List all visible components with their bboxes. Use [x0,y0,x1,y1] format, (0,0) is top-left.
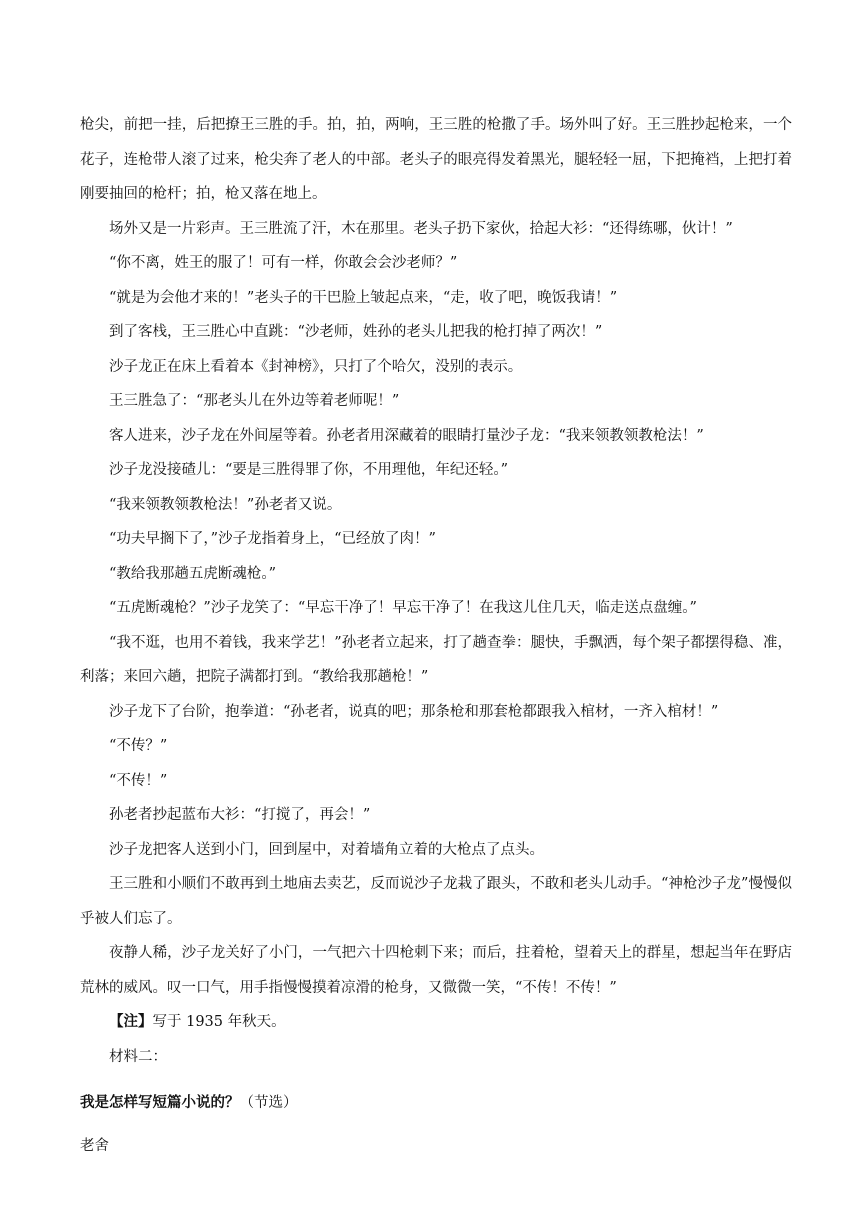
paragraph: “不传？” [109,738,168,754]
paragraph: 王三胜急了：“那老头儿在外边等着老师呢！” [109,393,400,409]
paragraph: 沙子龙正在床上看着本《封神榜》，只打了个哈欠，没别的表示。 [109,358,523,375]
paragraph: “不传！” [109,772,168,789]
paragraph: “教给我那趟五虎断魂枪。” [109,565,277,582]
paragraph: 孙老者抄起蓝布大衫：“打搅了，再会！” [109,807,371,823]
author-note [80,1005,792,1040]
paragraph: 到了客栈，王三胜心中直跳：“沙老师，姓孙的老头儿把我的枪打掉了两次！” [109,324,603,340]
material-label: 材料二： [109,1048,167,1065]
paragraph: 枪尖，前把一挂，后把撩王三胜的手。拍，拍，两响，王三胜的枪撒了手。场外叫了好。王三胜抄起枪来，一个花子，连枪带人滚了过来，枪尖奔了老人的中部。老头子的眼亮得发着黑光，腿轻轻一屈，下把掩裆，上把打着刚要抽回的枪杆；拍，枪又落在地上。 [80,117,792,202]
paragraph: 夜静人稀，沙子龙关好了小门，一气把六十四枪刺下来；而后，拄着枪，望着天上的群星，想起当年在野店荒林的威风。叹一口气，用手指慢慢摸着凉滑的枪身，又微微一笑，“不传！不传！” [80,945,792,996]
paragraph: “就是为会他才来的！”老头子的干巴脸上皱起点来，“走，收了吧，晚饭我请！” [109,289,618,306]
paragraph: 场外又是一片彩声。王三胜流了汗，木在那里。老头子扔下家伙，拾起大衫：“还得练哪，伙计！” [109,220,733,237]
document-page [80,108,792,1163]
paragraph: “我来领教领教枪法！”孙老者又说。 [109,496,342,513]
paragraph: 客人进来，沙子龙在外间屋等着。孙老者用深藏着的眼睛打量沙子龙：“我来领教领教枪法！” [109,427,704,444]
paragraph: 沙子龙没接碴儿：“要是三胜得罪了你，不用理他，年纪还轻。” [109,462,509,478]
essay-subtitle: （节选） [239,1095,298,1111]
paragraph: “你不离，姓王的服了！可有一样，你敢会会沙老师？” [109,255,458,271]
note-tag: 【注】 [109,1013,153,1030]
paragraph: 沙子龙把客人送到小门，回到屋中，对着墙角立着的大枪点了点头。 [109,841,544,858]
essay-title-line [80,1086,792,1121]
paragraph: “我不逛，也用不着钱，我来学艺！”孙老者立起来，打了趟查拳：腿快，手飘洒，每个架子都摆得稳、准，利落；来回六趟，把院子满都打到。“教给我那趟枪！” [80,634,792,685]
essay-title: 我是怎样写短篇小说的？ [80,1094,240,1111]
essay-author: 老舍 [80,1137,109,1154]
paragraph: “功夫早搁下了，”沙子龙指着身上，“已经放了肉！” [109,531,436,547]
paragraph: “五虎断魂枪？”沙子龙笑了：“早忘干净了！早忘干净了！在我这儿住几天，临走送点盘缠。” [109,600,697,616]
note-text: 写于 1935 年秋天。 [152,1014,286,1030]
paragraph: 沙子龙下了台阶，抱拳道：“孙老者，说真的吧；那条枪和那套枪都跟我入棺材，一齐入棺材！” [109,703,719,720]
paragraph: 王三胜和小顺们不敢再到土地庙去卖艺，反而说沙子龙栽了跟头，不敢和老头儿动手。“神枪沙子龙”慢慢似乎被人们忘了。 [80,876,792,927]
